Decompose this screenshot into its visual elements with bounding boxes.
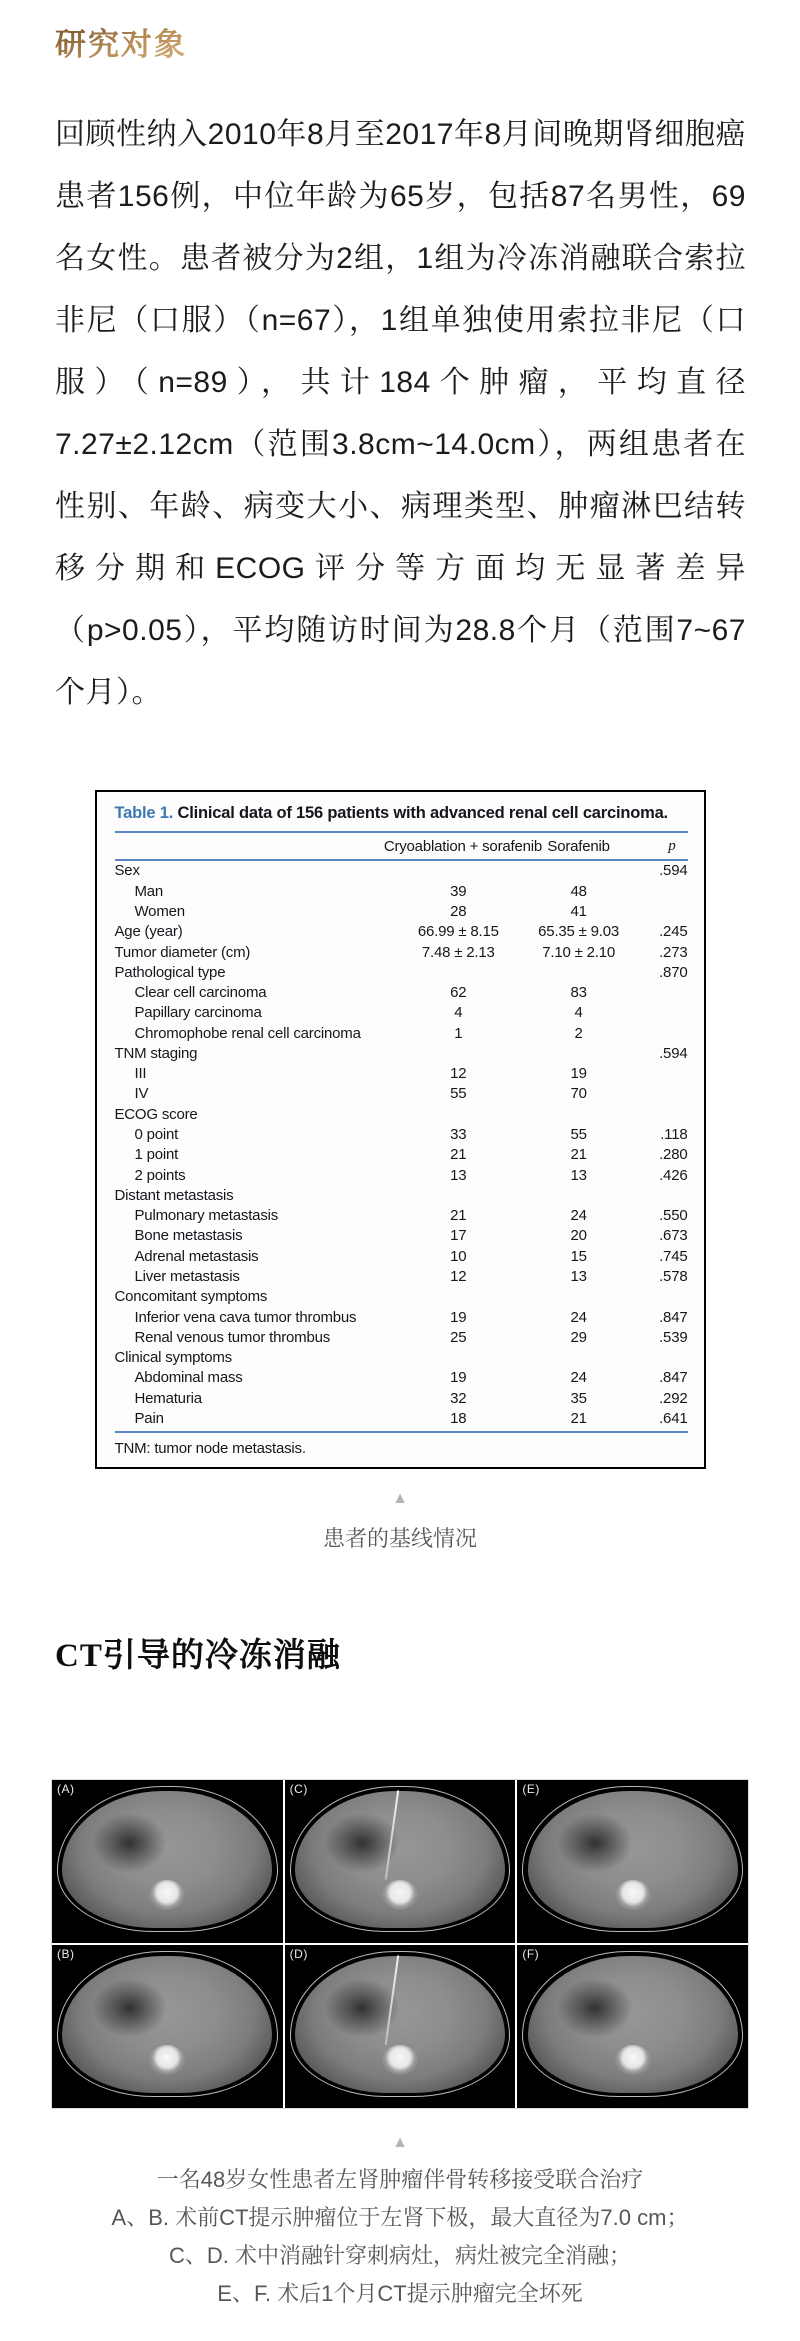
cryoablation-value: 39 (450, 882, 467, 900)
cryoablation-value (384, 962, 533, 982)
cryoablation-value (384, 1186, 533, 1206)
cryoablation-value: 7.48 ± 2.13 (421, 943, 495, 961)
row-label: Papillary carcinoma (134, 1004, 262, 1022)
p-value: .594 (659, 862, 688, 880)
ct-spine-shape (615, 2045, 651, 2075)
ct-panel-e[interactable] (517, 1780, 748, 1943)
cryoablation-value: 17 (450, 1227, 467, 1245)
cryoablation-value: 4 (454, 1004, 463, 1022)
table-row (115, 1307, 688, 1327)
header-sorafenib: Sorafenib (533, 833, 625, 860)
p-value (624, 1064, 687, 1084)
cryoablation-value (384, 1044, 533, 1064)
cryoablation-value: 66.99 ± 8.15 (417, 923, 499, 941)
sorafenib-value: 41 (570, 902, 587, 920)
row-label: Clear cell carcinoma (134, 984, 267, 1002)
study-paragraph: 回顾性纳入2010年8月至2017年8月间晚期肾细胞癌患者156例，中位年龄为65岁，包括87名男性，69名女性。患者被分为2组，1组为冷冻消融联合索拉非尼（口服）（n=67），1组单独使用索拉非尼（口服）（n=89），共计184个肿瘤，平均直径7.27±2.12cm（范围3.8cm~14.0cm），两组患者在性别、年龄、病变大小、病理类型、肿瘤淋巴结转移分期和ECOG评分等方面均无显著差异（p>0.05），平均随访时间为28.8个月（范围7~67个月）。 (55, 118, 746, 709)
caption-pointer-icon: ▲ (392, 1489, 408, 1507)
p-value (624, 983, 687, 1003)
row-label: Man (134, 882, 164, 900)
row-label: 1 point (134, 1146, 179, 1164)
table-header-row (115, 833, 688, 860)
cryoablation-value: 55 (450, 1085, 467, 1103)
cryoablation-value: 28 (450, 902, 467, 920)
p-value: .578 (659, 1268, 688, 1286)
sorafenib-value (533, 1287, 625, 1307)
cryoablation-value: 25 (450, 1328, 467, 1346)
p-value: .847 (659, 1308, 688, 1326)
row-label: Pathological type (114, 963, 226, 981)
row-label: TNM staging (114, 1044, 198, 1062)
cryoablation-value: 13 (450, 1166, 467, 1184)
sorafenib-value (533, 1044, 625, 1064)
row-label: Clinical symptoms (114, 1349, 232, 1367)
sorafenib-value: 21 (570, 1146, 587, 1164)
table-title-text: Clinical data of 156 patients with advanced renal cell carcinoma. (177, 804, 668, 822)
p-value (624, 1104, 687, 1124)
table-row (115, 1023, 688, 1043)
sorafenib-value: 7.10 ± 2.10 (542, 943, 615, 961)
cryoablation-value: 12 (450, 1065, 467, 1083)
ct-image-grid[interactable] (51, 1779, 749, 2109)
header-p-value: p (624, 833, 687, 860)
row-label: 0 point (134, 1126, 179, 1144)
cryoablation-value: 19 (450, 1308, 467, 1326)
cryoablation-value: 1 (454, 1024, 463, 1042)
p-value: .280 (659, 1146, 688, 1164)
cryoablation-value: 62 (450, 984, 467, 1002)
sorafenib-value (533, 1348, 625, 1368)
table-row (115, 860, 688, 881)
row-label: Chromophobe renal cell carcinoma (134, 1024, 361, 1042)
table-row (115, 962, 688, 982)
ct-panel-label: (B) (57, 1946, 75, 1961)
p-value (624, 1348, 687, 1368)
row-label: Pain (134, 1409, 164, 1427)
row-label: Adrenal metastasis (134, 1247, 259, 1265)
p-value: .870 (659, 963, 688, 981)
ct-figure-caption (0, 2161, 800, 2336)
ct-panel-c[interactable] (285, 1780, 516, 1943)
cryoablation-value: 33 (450, 1126, 467, 1144)
cryoablation-value (384, 1104, 533, 1124)
table-row (115, 1267, 688, 1287)
table-row (115, 1226, 688, 1246)
p-value (624, 902, 687, 922)
table-row (115, 1125, 688, 1145)
table-row (115, 1084, 688, 1104)
p-value: .292 (659, 1389, 688, 1407)
table-row (115, 902, 688, 922)
table-row (115, 1287, 688, 1307)
p-value: .118 (660, 1126, 688, 1144)
p-value: .539 (659, 1328, 688, 1346)
p-value (624, 1186, 687, 1206)
section-heading-study-subjects: 研究对象 (55, 27, 187, 62)
sorafenib-value: 24 (570, 1308, 587, 1326)
p-value: .847 (659, 1369, 688, 1387)
caption-line: 一名48岁女性患者左肾肿瘤伴骨转移接受联合治疗 (156, 2166, 644, 2192)
ct-panel-label: (A) (57, 1781, 75, 1796)
table-row (115, 942, 688, 962)
sorafenib-value: 2 (574, 1024, 583, 1042)
row-label: Liver metastasis (134, 1268, 240, 1286)
ct-panel-d[interactable] (285, 1945, 516, 2108)
ct-spine-shape (149, 1880, 185, 1910)
p-value: .426 (659, 1166, 688, 1184)
p-value (624, 1084, 687, 1104)
row-label: Concomitant symptoms (114, 1288, 268, 1306)
cryoablation-value (384, 1348, 533, 1368)
table-footnote: TNM: tumor node metastasis. (115, 1431, 688, 1459)
sorafenib-value: 15 (570, 1247, 587, 1265)
sorafenib-value: 13 (570, 1166, 587, 1184)
sorafenib-value: 21 (570, 1409, 587, 1427)
p-value: .273 (659, 943, 688, 961)
ct-panel-label: (C) (289, 1781, 308, 1796)
sorafenib-value: 35 (570, 1389, 587, 1407)
sorafenib-value: 13 (570, 1268, 587, 1286)
table-row (115, 1206, 688, 1226)
sorafenib-value: 24 (570, 1207, 587, 1225)
row-label: Hematuria (134, 1389, 202, 1407)
clinical-table-body (115, 860, 688, 1429)
table-row (115, 1003, 688, 1023)
table-row (115, 1104, 688, 1124)
row-label: ECOG score (114, 1105, 198, 1123)
p-value: .245 (659, 923, 688, 941)
sorafenib-value: 19 (570, 1065, 587, 1083)
p-value: .745 (659, 1247, 688, 1265)
sorafenib-value: 24 (570, 1369, 587, 1387)
sorafenib-value: 20 (570, 1227, 587, 1245)
cryoablation-value: 32 (450, 1389, 467, 1407)
p-value: .641 (659, 1409, 688, 1427)
ct-panel-f[interactable] (517, 1945, 748, 2108)
row-label: Renal venous tumor thrombus (134, 1328, 331, 1346)
p-value: .550 (659, 1207, 688, 1225)
clinical-data-table (115, 833, 688, 1429)
sorafenib-value: 65.35 ± 9.03 (538, 923, 620, 941)
sorafenib-value (533, 1186, 625, 1206)
caption-line: C、D. 术中消融针穿刺病灶，病灶被完全消融； (168, 2242, 631, 2268)
sorafenib-value: 70 (570, 1085, 587, 1103)
p-value (624, 1023, 687, 1043)
row-label: Sex (114, 862, 140, 880)
table-row (115, 1368, 688, 1388)
header-empty (115, 833, 384, 860)
table-figure-caption: 患者的基线情况 (322, 1525, 477, 1551)
cryoablation-value (384, 1287, 533, 1307)
cryoablation-value: 21 (450, 1146, 467, 1164)
table-row (115, 1327, 688, 1347)
sorafenib-value: 55 (570, 1126, 587, 1144)
table-number: Table 1. (114, 804, 174, 822)
ct-panel-label: (E) (522, 1781, 540, 1796)
row-label: Women (134, 902, 185, 920)
row-label: Inferior vena cava tumor thrombus (134, 1308, 357, 1326)
ct-spine-shape (615, 1880, 651, 1910)
sorafenib-value (533, 962, 625, 982)
row-label: Tumor diameter (cm) (114, 943, 251, 961)
table-row (115, 881, 688, 901)
p-value (624, 1003, 687, 1023)
table-row (115, 922, 688, 942)
table-figure-image[interactable] (95, 790, 706, 1469)
cryoablation-value: 18 (450, 1409, 467, 1427)
ct-spine-shape (382, 1880, 418, 1910)
row-label: Pulmonary metastasis (134, 1207, 279, 1225)
sorafenib-value (533, 860, 625, 881)
ct-spine-shape (149, 2045, 185, 2075)
ct-panel-a[interactable] (52, 1780, 283, 1943)
row-label: Abdominal mass (134, 1369, 243, 1387)
sorafenib-value: 48 (570, 882, 587, 900)
section-heading-ct-cryoablation: CT引导的冷冻消融 (55, 1637, 341, 1674)
row-label: Bone metastasis (134, 1227, 243, 1245)
sorafenib-value: 4 (574, 1004, 583, 1022)
row-label: 2 points (134, 1166, 186, 1184)
p-value (624, 1287, 687, 1307)
caption-line: E、F. 术后1个月CT提示肿瘤完全坏死 (217, 2280, 583, 2306)
caption-pointer-icon: ▲ (392, 2133, 408, 2151)
ct-panel-label: (D) (289, 1946, 308, 1961)
cryoablation-value: 21 (450, 1207, 467, 1225)
table-row (115, 1186, 688, 1206)
table-row (115, 1145, 688, 1165)
sorafenib-value (533, 1104, 625, 1124)
row-label: Distant metastasis (114, 1186, 234, 1204)
sorafenib-value: 29 (570, 1328, 587, 1346)
ct-spine-shape (382, 2045, 418, 2075)
caption-line: A、B. 术前CT提示肿瘤位于左肾下极，最大直径为7.0 cm； (111, 2204, 689, 2230)
table-row (115, 1409, 688, 1429)
table-row (115, 1388, 688, 1408)
table-row (115, 1165, 688, 1185)
cryoablation-value: 19 (450, 1369, 467, 1387)
row-label: IV (134, 1085, 149, 1103)
sorafenib-value: 83 (570, 984, 587, 1002)
p-value (624, 881, 687, 901)
header-cryoablation-sorafenib: Cryoablation + sorafenib (384, 833, 533, 860)
table-row (115, 983, 688, 1003)
table-row (115, 1044, 688, 1064)
table-title (115, 802, 688, 833)
ct-panel-b[interactable] (52, 1945, 283, 2108)
ct-panel-label: (F) (522, 1946, 540, 1961)
table-row (115, 1348, 688, 1368)
table-row (115, 1246, 688, 1266)
table-row (115, 1064, 688, 1084)
cryoablation-value: 12 (450, 1268, 467, 1286)
cryoablation-value (384, 860, 533, 881)
p-value: .594 (659, 1044, 688, 1062)
p-value: .673 (659, 1227, 688, 1245)
row-label: Age (year) (114, 923, 183, 941)
cryoablation-value: 10 (450, 1247, 467, 1265)
row-label: III (134, 1065, 147, 1083)
